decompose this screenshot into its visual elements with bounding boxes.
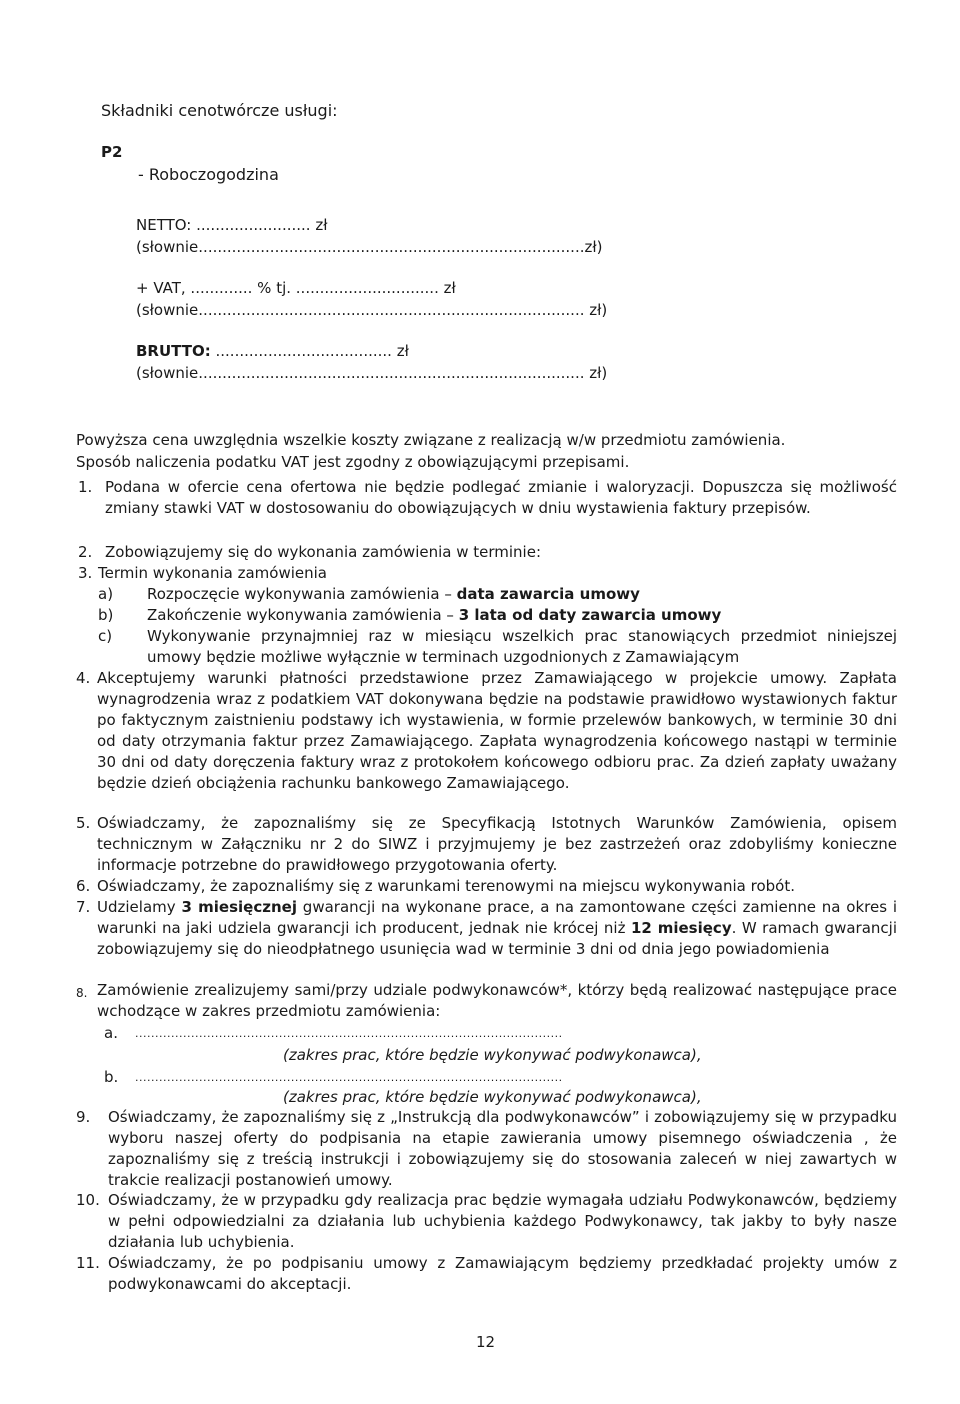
item-8b-label: b. (104, 1068, 119, 1086)
item-2-text: Zobowiązujemy się do wykonania zamówienia w terminie: (105, 543, 542, 561)
item-10-number: 10. (76, 1191, 100, 1209)
vat-words: (słownie................................................................................. zł) (136, 301, 608, 319)
item-3b-bold: 3 lata od daty zawarcia umowy (458, 606, 722, 624)
item-7-number: 7. (76, 898, 91, 916)
item-3a-bold: data zawarcia umowy (456, 585, 640, 603)
item-8-number: 8. (76, 986, 88, 1000)
item-1-number: 1. (78, 478, 93, 496)
item-8a-caption: (zakres prac, które będzie wykonywać podwykonawca), (283, 1046, 702, 1064)
item-3b-plain: Zakończenie wykonywania zamówienia – (147, 606, 454, 624)
page-number: 12 (476, 1333, 496, 1351)
item-3a-label: a) (98, 585, 114, 603)
item-2-number: 2. (78, 543, 93, 561)
brutto-line (136, 341, 409, 362)
item-7-part-1: Udzielamy (97, 898, 182, 916)
item-1-text: Podana w ofercie cena ofertowa nie będzie podlegać zmianie i waloryzacji. Dopuszcza się możliwość zmiany stawki VAT w dostosowaniu do obowiązujących w dniu wystawienia faktury przepisów. (105, 478, 897, 517)
item-7-text (97, 897, 897, 960)
item-3-number: 3. (78, 564, 93, 582)
item-3b-label: b) (98, 606, 114, 624)
item-7-bold-1: 3 miesięcznej (181, 898, 297, 916)
intro-line-2: Sposób naliczenia podatku VAT jest zgodny z obowiązującymi przepisami. (76, 453, 630, 471)
item-8b-caption: (zakres prac, które będzie wykonywać podwykonawca), (283, 1088, 702, 1106)
netto-words: (słownie.................................................................................zł) (136, 238, 603, 256)
section-header: Składniki cenotwórcze usługi: (101, 101, 338, 120)
netto-line: NETTO: ........................ zł (136, 216, 328, 234)
p2-item: - Roboczogodzina (138, 165, 279, 184)
item-4-number: 4. (76, 669, 91, 687)
item-6-number: 6. (76, 877, 91, 895)
item-3-text: Termin wykonania zamówienia (98, 564, 327, 582)
item-5-text: Oświadczamy, że zapoznaliśmy się ze Specyfikacją Istotnych Warunków Zamówienia, opisem technicznym w Załączniku nr 2 do SIWZ i przyjmujemy je bez zastrzeżeń oraz zdobyliśmy konieczne informacje potrzebne do prawidłowego przygotowania oferty. (97, 814, 897, 874)
item-7-bold-2: 12 miesięcy (630, 919, 732, 937)
item-6-text: Oświadczamy, że zapoznaliśmy się z warunkami terenowymi na miejscu wykonywania robót. (97, 877, 795, 895)
item-9-text: Oświadczamy, że zapoznaliśmy się z „Instrukcją dla podwykonawców” i zobowiązujemy się w przypadku wyboru naszej oferty do podpisania na etapie zawierania umowy pisemnego oświadczenia , że zapoznaliśmy się z treścią instrukcji i zobowiązujemy się do stosowania zaleceń w niej zawartych w trakcie realizacji postanowień umowy. (108, 1108, 897, 1189)
item-9-number: 9. (76, 1108, 91, 1126)
item-8a-dots: ........................................................................................................... (135, 1027, 563, 1040)
item-3c-text: Wykonywanie przynajmniej raz w miesiącu wszelkich prac stanowiących przedmiot niniejszej umowy będzie możliwe wyłącznie w terminach uzgodnionych z Zamawiającym (147, 627, 897, 666)
item-8-text: Zamówienie zrealizujemy sami/przy udziale podwykonawców*, którzy będą realizować następujące prace wchodzące w zakres przedmiotu zamówienia: (97, 981, 897, 1020)
p2-label: P2 (101, 143, 123, 161)
item-3a-text (147, 584, 640, 605)
item-3a-plain: Rozpoczęcie wykonywania zamówienia – (147, 585, 452, 603)
item-4-text: Akceptujemy warunki płatności przedstawione przez Zamawiającego w projekcie umowy. Zapłata wynagrodzenia wraz z podatkiem VAT dokonywana będzie na podstawie prawidłowo wystawionych faktur po faktycznym zaistnieniu podstawy ich wystawienia, w formie przelewów bankowych, w terminie 30 dni od daty otrzymania faktur przez Zamawiającego. Zapłata wynagrodzenia końcowego nastąpi w terminie 30 dni od daty doręczenia faktury wraz z protokołem końcowego odbioru prac. Za dzień zapłaty uważany będzie dzień obciążenia rachunku bankowego Zamawiającego. (97, 669, 897, 792)
intro-line-1: Powyższa cena uwzględnia wszelkie koszty związane z realizacją w/w przedmiotu zamówienia. (76, 431, 786, 449)
item-7-part-3: . W ramach gwarancji zobowiązujemy się do nieodpłatnego usunięcia wad w terminie 3 dni od dnia jego powiadomienia (97, 919, 897, 958)
item-3b-text (147, 605, 721, 626)
item-10-text: Oświadczamy, że w przypadku gdy realizacja prac będzie wymagała udziału Podwykonawców, będziemy w pełni odpowiedzialni za działania lub uchybienia każdego Podwykonawcy, tak jakby to były nasze działania lub uchybienia. (108, 1191, 897, 1251)
item-3c-label: c) (98, 627, 113, 645)
item-8a-label: a. (104, 1024, 118, 1042)
brutto-value: ..................................... zł (210, 342, 409, 360)
item-11-number: 11. (76, 1254, 100, 1272)
vat-line: + VAT, ............. % tj. .............................. zł (136, 279, 456, 297)
item-5-number: 5. (76, 814, 91, 832)
brutto-words: (słownie................................................................................. zł) (136, 364, 608, 382)
item-11-text: Oświadczamy, że po podpisaniu umowy z Zamawiającym będziemy przedkładać projekty umów z podwykonawcami do akceptacji. (108, 1254, 897, 1293)
item-8b-dots: ........................................................................................................... (135, 1071, 563, 1084)
brutto-label: BRUTTO: (136, 342, 211, 360)
item-7-part-2: gwarancji na wykonane prace, a na zamontowane części zamienne na okres i warunki na jaki udziela gwarancji ich producent, jednak nie krócej niż (97, 898, 898, 937)
